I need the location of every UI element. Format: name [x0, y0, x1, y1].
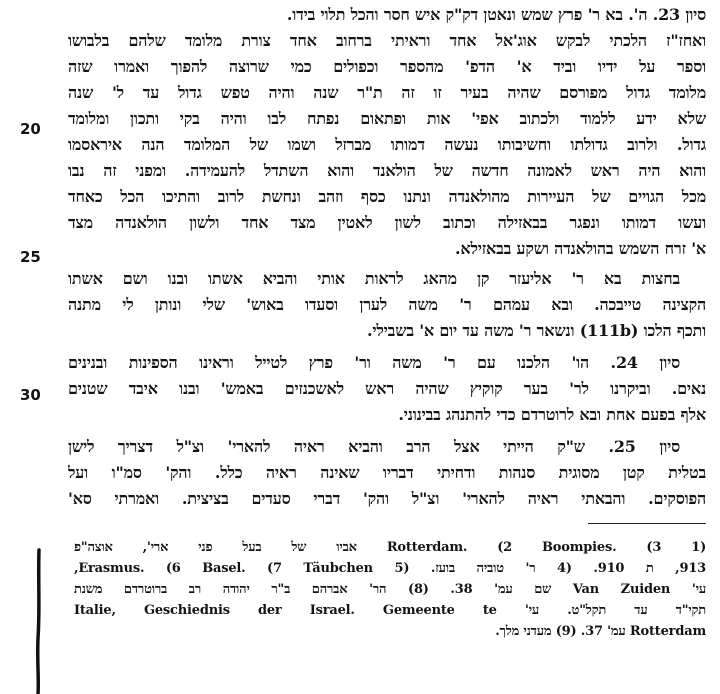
- text-line: גדול. ולרוב גדולתו וחשיבותו נעשה דמותו מברזל ושמו של המלומד הנה איראסמו: [68, 135, 706, 154]
- text-line: בחצות בא ר' אליעזר קן מהאג לראות אותי והביא אשתו ובנו ושם אשתו: [68, 269, 680, 288]
- footnote-line: Rotterdam עמ' 37. (9) מעדני מלך.: [495, 624, 706, 639]
- text-line: שלא ידע ללמוד ולכתוב אפי' אות ופתאום נפתח לבו והיה בקי ותכון ומלומד: [68, 109, 706, 128]
- footnote-line: עי' Van Zuiden שם עמ' 38. (8) הר' אברהם ב"ר יהודה רב ברוטרדם משנת: [74, 582, 706, 597]
- text-line: הקצינה טייבכה. ובא עמהם ר' משה לערן וסעדו באוש' שלי ונותן לי מתנה: [68, 295, 706, 314]
- text-line: א' זרח השמש בהולאנדה ושקע בבאזילא.: [455, 239, 706, 258]
- line-number: 30: [20, 386, 41, 404]
- text-line: בטלית קטן מסוגית סנהות ודחיתי דבריו שאינה ראיה כלל. והק' סמ"ו ועל: [68, 463, 706, 482]
- footnote-line: 913, ת 910. (4 ר' טוביה בועז. (5 Erasmus. (6 Basel. (7 Täubchen,: [74, 561, 706, 576]
- footnote-line: (1 Rotterdam. (2 Boompies. (3 אביו של בעל פני ארי', אוצה"פ: [74, 540, 706, 555]
- text-line: הפוסקים. והבאתי ראיה להארי' וצ"ל והק' דברי סעדים בציצית. ואמרתי סא': [68, 489, 706, 508]
- margin-pen-stroke: [30, 548, 44, 694]
- text-line: אלף בפעם אחת ובא לרוטרדם כדי להתנהג בבינוני.: [398, 405, 706, 424]
- line-number: 20: [20, 120, 41, 138]
- text-line: ועשו דמותו ונפגר בבאזילה וכתוב לשון לאטין מצד אחד ולשון הולאנדה מצד: [68, 213, 706, 232]
- footnote-rule: [588, 523, 706, 524]
- footnote-line: תקי"ד עד תקל"ט. עי' Italie, Geschiednis der Israel. Gemeente te: [74, 603, 706, 618]
- text-line: וספר על ידיו וביד א' הדפ' מהספר וכפולים כמי שרוצה להפוך ואמרו שזה: [68, 57, 706, 76]
- text-line: מלומד גדול מפורסם שהיה בעיר זו זה ת"ר שנה והיה טפש גדול עד ל' שנה: [68, 83, 706, 102]
- text-line: סיון 23. ה'. בא ר' פרץ שמש ונאטן דק"ק איש חסר והכל תלוי בידו.: [286, 5, 706, 24]
- text-line: ותכף הלכו (111b) ונשאר ר' משה עד יום א' בשבילי.: [367, 321, 706, 340]
- text-line: סיון 24. הו' הלכנו עם ר' משה ור' פרץ לטייל וראינו הספינות ובנינים: [68, 353, 680, 372]
- line-number: 25: [20, 248, 41, 266]
- text-line: סיון 25. ש"ק הייתי אצל הרב והביא ראיה להארי' וצ"ל דצריך לישן: [68, 437, 680, 456]
- text-line: מכל הגויים של העיירות מהולאנדה ונתנו כסף וזהב ונחשת לרוב והתיכו הכל כאחד: [68, 187, 706, 206]
- text-line: והוא היה ראש לאמונה חדשה של הולאנד והוא השתדל להעמידה. ומפני זה נבו: [68, 161, 706, 180]
- text-line: ואחז"ז הלכתי לבקש אוג'אל אחד וראיתי ברחוב אחד צורת מלומד שלהם בלבושו: [68, 31, 706, 50]
- text-line: נאים. וביקרנו לר' בער קוקיץ שהיה ראש לאשכנזים באמש' ובנו איבד שטנים: [68, 379, 706, 398]
